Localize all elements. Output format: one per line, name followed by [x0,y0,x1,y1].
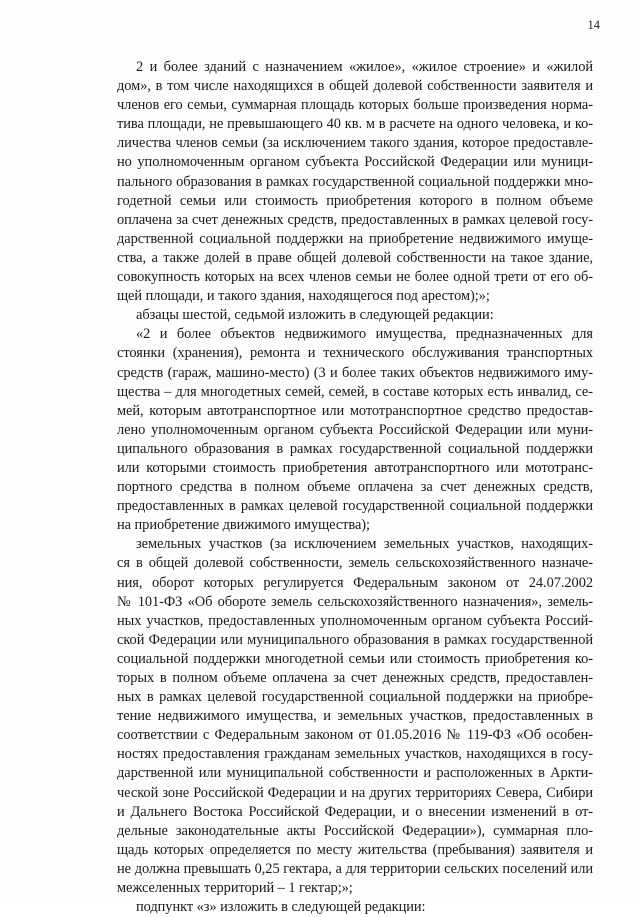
text-line: щадь которых определяется по месту жительства (пребывания) заявителя и [117,841,593,858]
text-line: щества – для многодетных семей, семей, в составе которых есть инвалид, се- [117,383,593,400]
text-line: № 101-ФЗ «Об обороте земель сельскохозяйственного назначения», земель- [117,593,593,610]
text-line: торых в полном объеме оплачена за счет денежных средств, предоставлен- [117,670,593,686]
text-line: совокупность которых на всех членов семьи не более одной трети от его об- [117,269,593,286]
text-line: дом», в том числе находящихся в общей долевой собственности заявителя и [117,78,593,95]
text-line: на приобретение движимого имущества); [117,517,370,534]
text-line: соответствии с Федеральным законом от 01.05.2016 № 119-ФЗ «Об особен- [117,727,593,744]
text-line: стоянки (хранения), ремонта и технического обслуживания транспортных [117,345,593,362]
text-line: средств (гараж, машино-место) (3 и более таких объектов недвижимого иму- [117,364,593,381]
text-line: межселенных территорий – 1 гектар;»; [117,880,353,897]
text-line: годетной семьи или стоимость приобретения которого в полном объеме [117,192,593,209]
text-line: пального образования в рамках государственной социальной поддержки мно- [117,173,593,190]
text-line: ческой зоне Российской Федерации и на других территориях Севера, Сибири [117,784,593,801]
text-line: подпункт «з» изложить в следующей редакции: [136,899,426,916]
text-line: щей площади, и такого здания, находящегося под арестом);»; [117,288,490,305]
text-line: ных в рамках целевой государственной социальной поддержки на приобре- [117,689,593,706]
text-line: ния, оборот которых регулируется Федеральным законом от 24.07.2002 [117,574,593,591]
text-line: ципального образования в рамках государственной социальной поддержки [117,440,593,457]
text-line: абзацы шестой, седьмой изложить в следующей редакции: [136,307,494,324]
text-line: ностях предоставления гражданам земельных участков, находящихся в госу- [117,746,593,763]
text-line: оплачена за счет денежных средств, предоставленных в рамках целевой госу- [117,211,593,228]
text-line: или которыми стоимость приобретения автотранспортного или мототранс- [117,459,593,476]
text-line: но уполномоченным органом субъекта Российской Федерации или муници- [117,154,593,171]
text-line: ся в общей долевой собственности, земель сельскохозяйственного назначе- [117,555,593,572]
text-line: дельные законодательные акты Российской Федерации»), суммарная пло- [117,822,593,839]
text-line: социальной поддержки многодетной семьи или стоимость приобретения ко- [117,650,593,667]
text-line: мей, которым автотранспортное или мототранспортное средство предостав- [117,402,593,419]
text-line: лено уполномоченным органом субъекта Российской Федерации или муни- [117,421,593,438]
text-line: дарственной социальной поддержки на приобретение недвижимого имуще- [117,230,593,247]
text-line: дарственной или муниципальной собственности и расположенных в Аркти- [117,765,593,782]
text-line: тива площади, не превышающего 40 кв. м в расчете на одного человека, и ко- [117,116,593,133]
text-line: личества членов семьи (за исключением такого здания, которое предоставле- [117,135,593,152]
document-body [117,58,593,917]
text-line: ства, а также долей в праве общей долевой собственности на такое здание, [117,249,593,266]
text-line: «2 и более объектов недвижимого имущества, предназначенных для [136,326,593,343]
text-line: членов его семьи, суммарная площадь которых больше произведения норма- [117,97,593,114]
text-line: 2 и более зданий с назначением «жилое», «жилое строение» и «жилой [136,59,593,75]
text-line: предоставленных в рамках целевой государственной социальной поддержки [117,498,593,515]
text-line: ных участков, предоставленных уполномоченным органом субъекта Россий- [117,612,593,629]
text-line: тение недвижимого имущества, и земельных участков, предоставленных в [117,708,593,725]
text-line: ской Федерации или муниципального образования в рамках государственной [117,631,593,648]
page-number: 14 [587,18,600,32]
text-line: не должна превышать 0,25 гектара, а для территории сельских поселений или [117,860,593,877]
text-line: портного средства в полном объеме оплачена за счет денежных средств, [117,479,593,496]
text-line: и Дальнего Востока Российской Федерации, и о внесении изменений в от- [117,803,593,820]
text-line: земельных участков (за исключением земельных участков, находящих- [136,536,593,553]
